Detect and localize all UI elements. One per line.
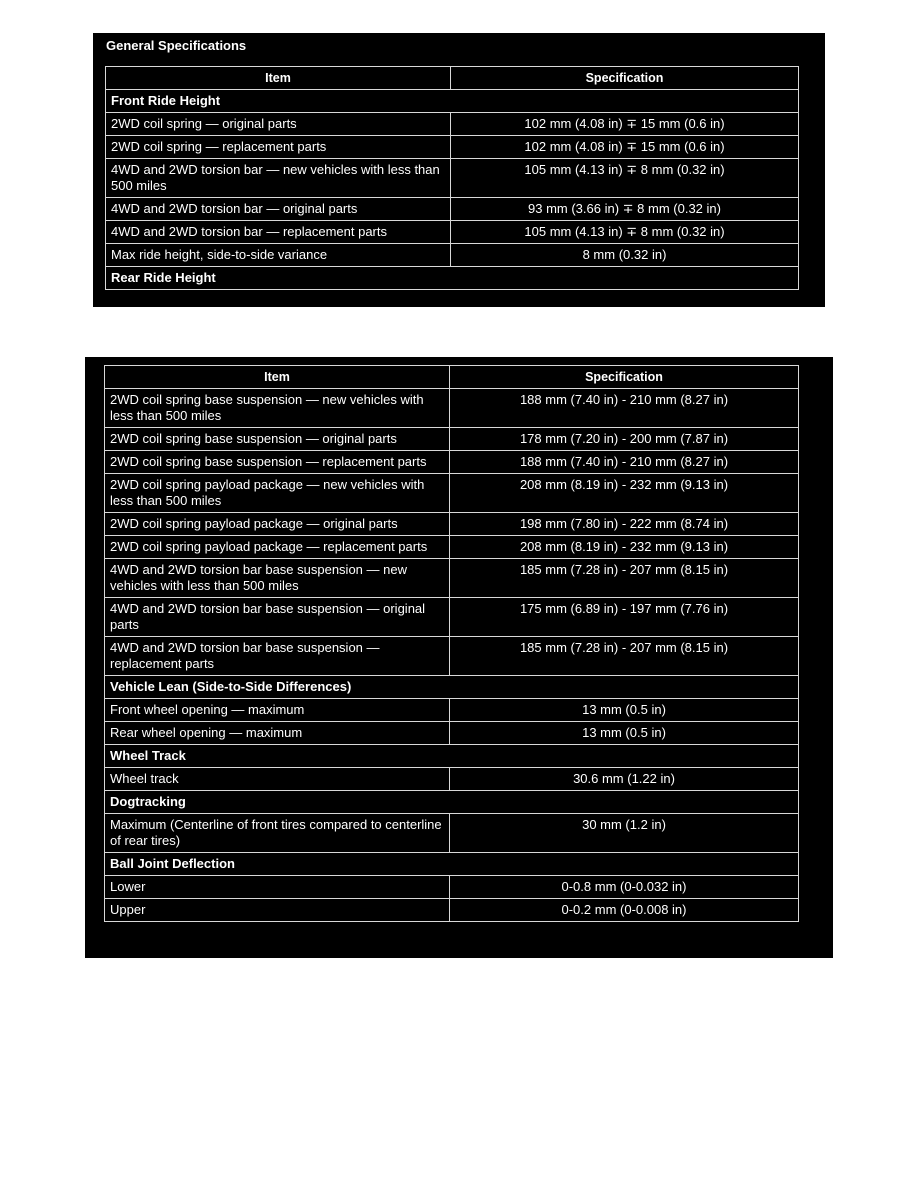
item-cell: 2WD coil spring base suspension — original parts xyxy=(105,428,450,451)
table-row xyxy=(106,159,799,198)
table-header-row xyxy=(105,366,799,389)
table-body xyxy=(105,389,799,922)
table-row xyxy=(105,428,799,451)
item-cell: 2WD coil spring — replacement parts xyxy=(106,136,451,159)
rear-ride-height-panel xyxy=(85,357,833,958)
specification-cell: 178 mm (7.20 in) - 200 mm (7.87 in) xyxy=(450,428,799,451)
specification-cell: 198 mm (7.80 in) - 222 mm (8.74 in) xyxy=(450,513,799,536)
section-header-row xyxy=(105,676,799,699)
section-title: Vehicle Lean (Side-to-Side Differences) xyxy=(105,676,799,699)
item-cell: 4WD and 2WD torsion bar — new vehicles with less than 500 miles xyxy=(106,159,451,198)
front-ride-height-table xyxy=(105,66,799,290)
table-row xyxy=(105,559,799,598)
section-header-row xyxy=(106,267,799,290)
section-title: Ball Joint Deflection xyxy=(105,853,799,876)
panel-title: General Specifications xyxy=(106,38,247,53)
table-row xyxy=(106,136,799,159)
section-header-row xyxy=(105,745,799,768)
table-row xyxy=(105,513,799,536)
specification-cell: 13 mm (0.5 in) xyxy=(450,722,799,745)
item-cell: Upper xyxy=(105,899,450,922)
table-row xyxy=(105,598,799,637)
general-specifications-panel xyxy=(93,33,825,307)
item-cell: Front wheel opening — maximum xyxy=(105,699,450,722)
rear-ride-height-table xyxy=(104,365,799,922)
section-title: Rear Ride Height xyxy=(106,267,799,290)
item-cell: Max ride height, side-to-side variance xyxy=(106,244,451,267)
item-cell: Maximum (Centerline of front tires compared to centerline of rear tires) xyxy=(105,814,450,853)
table-row xyxy=(105,536,799,559)
specification-cell: 8 mm (0.32 in) xyxy=(451,244,799,267)
specification-cell: 188 mm (7.40 in) - 210 mm (8.27 in) xyxy=(450,389,799,428)
specification-cell: 102 mm (4.08 in) ∓ 15 mm (0.6 in) xyxy=(451,136,799,159)
specification-cell: 30.6 mm (1.22 in) xyxy=(450,768,799,791)
item-cell: Wheel track xyxy=(105,768,450,791)
specification-cell: 208 mm (8.19 in) - 232 mm (9.13 in) xyxy=(450,474,799,513)
table-row xyxy=(105,899,799,922)
specification-cell: 185 mm (7.28 in) - 207 mm (8.15 in) xyxy=(450,559,799,598)
specification-cell: 0-0.8 mm (0-0.032 in) xyxy=(450,876,799,899)
item-cell: Lower xyxy=(105,876,450,899)
table-body xyxy=(106,90,799,290)
item-cell: Rear wheel opening — maximum xyxy=(105,722,450,745)
item-cell: 2WD coil spring base suspension — new vehicles with less than 500 miles xyxy=(105,389,450,428)
section-title: Dogtracking xyxy=(105,791,799,814)
table-row xyxy=(105,722,799,745)
section-header-row xyxy=(106,90,799,113)
specification-cell: 13 mm (0.5 in) xyxy=(450,699,799,722)
item-cell: 2WD coil spring payload package — replacement parts xyxy=(105,536,450,559)
specification-column-header: Specification xyxy=(451,67,799,90)
item-column-header: Item xyxy=(106,67,451,90)
specification-cell: 105 mm (4.13 in) ∓ 8 mm (0.32 in) xyxy=(451,221,799,244)
item-cell: 4WD and 2WD torsion bar base suspension — original parts xyxy=(105,598,450,637)
specification-cell: 30 mm (1.2 in) xyxy=(450,814,799,853)
item-cell: 4WD and 2WD torsion bar — replacement parts xyxy=(106,221,451,244)
specification-cell: 0-0.2 mm (0-0.008 in) xyxy=(450,899,799,922)
item-cell: 2WD coil spring base suspension — replacement parts xyxy=(105,451,450,474)
item-cell: 4WD and 2WD torsion bar base suspension — replacement parts xyxy=(105,637,450,676)
specification-cell: 208 mm (8.19 in) - 232 mm (9.13 in) xyxy=(450,536,799,559)
table-row xyxy=(105,451,799,474)
table-row xyxy=(105,876,799,899)
table-row xyxy=(105,814,799,853)
section-title: Front Ride Height xyxy=(106,90,799,113)
specification-cell: 175 mm (6.89 in) - 197 mm (7.76 in) xyxy=(450,598,799,637)
specification-cell: 185 mm (7.28 in) - 207 mm (8.15 in) xyxy=(450,637,799,676)
item-column-header: Item xyxy=(105,366,450,389)
table-row xyxy=(105,699,799,722)
specification-cell: 105 mm (4.13 in) ∓ 8 mm (0.32 in) xyxy=(451,159,799,198)
item-cell: 2WD coil spring payload package — original parts xyxy=(105,513,450,536)
specification-cell: 93 mm (3.66 in) ∓ 8 mm (0.32 in) xyxy=(451,198,799,221)
item-cell: 2WD coil spring — original parts xyxy=(106,113,451,136)
table-header-row xyxy=(106,67,799,90)
item-cell: 4WD and 2WD torsion bar — original parts xyxy=(106,198,451,221)
item-cell: 2WD coil spring payload package — new vehicles with less than 500 miles xyxy=(105,474,450,513)
section-title: Wheel Track xyxy=(105,745,799,768)
table-row xyxy=(105,768,799,791)
item-cell: 4WD and 2WD torsion bar base suspension — new vehicles with less than 500 miles xyxy=(105,559,450,598)
table-row xyxy=(105,389,799,428)
specification-cell: 188 mm (7.40 in) - 210 mm (8.27 in) xyxy=(450,451,799,474)
table-row xyxy=(106,221,799,244)
section-header-row xyxy=(105,853,799,876)
table-row xyxy=(106,198,799,221)
table-row xyxy=(106,244,799,267)
table-row xyxy=(106,113,799,136)
section-header-row xyxy=(105,791,799,814)
table-row xyxy=(105,474,799,513)
specification-column-header: Specification xyxy=(450,366,799,389)
table-row xyxy=(105,637,799,676)
specification-cell: 102 mm (4.08 in) ∓ 15 mm (0.6 in) xyxy=(451,113,799,136)
